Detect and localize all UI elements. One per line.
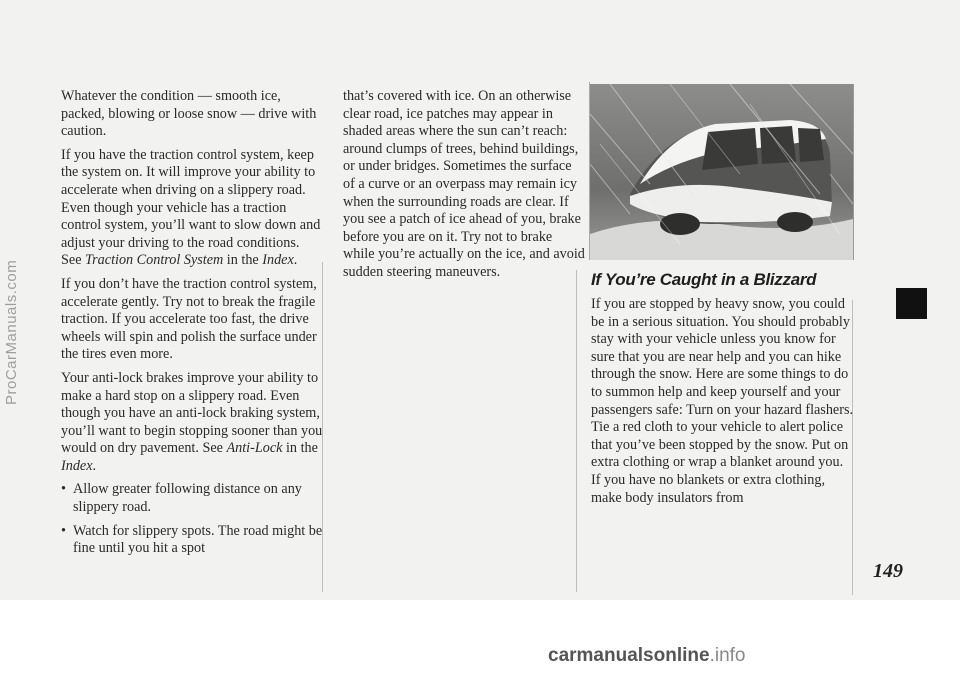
bullet-item: • Watch for slippery spots. The road might be fine until you hit a spot	[61, 522, 323, 557]
index-reference: Index	[262, 252, 294, 269]
section-tab-marker	[896, 288, 927, 319]
text-column-left	[61, 88, 323, 564]
blizzard-van-illustration	[590, 84, 854, 260]
footer-site-link[interactable]: carmanualsonline.info	[548, 645, 746, 666]
text-column-right	[591, 296, 853, 513]
section-heading: If You’re Caught in a Blizzard	[591, 270, 817, 289]
cross-reference: Traction Control System	[85, 252, 224, 269]
paragraph: Your anti-lock brakes improve your ability to make a hard stop on a slippery road. Even though you have an anti-lock braking system, you’ll want to begin stopping sooner than you would on dry pavement. See Anti-Lock in the Index.	[61, 369, 323, 474]
paragraph: Whatever the condition — smooth ice, packed, blowing or loose snow — drive with caution.	[61, 88, 317, 140]
bullet-item: • Allow greater following distance on any slippery road.	[61, 481, 302, 516]
paragraph: If you are stopped by heavy snow, you could be in a serious situation. You should probably stay with your vehicle unless you know for sure that you are near help and you can hike through the snow. Here are some things to do to summon help and keep yourself and your passengers safe: Turn on your hazard flashers. Tie a red cloth to your vehicle to alert police that you’ve been stopped by the snow. Put on extra clothing or wrap a blanket around you. If you have no blankets or extra clothing, make body insulators from	[591, 296, 854, 506]
watermark-text: ProCarManuals.com	[3, 259, 20, 405]
page-number: 149	[873, 560, 903, 582]
text-column-middle	[343, 88, 585, 288]
paragraph: that’s covered with ice. On an otherwise clear road, ice patches may appear in shaded areas where the sun can’t reach: around clumps of trees, behind buildings, or under bridges. Sometimes the surface of a curve or an overpass may remain icy when the surrounding roads are clear. If you see a patch of ice ahead of you, brake before you are on it. Try not to brake while you’re actually on the ice, and avoid sudden steering maneuvers.	[343, 88, 585, 280]
paragraph: If you don’t have the traction control system, accelerate gently. Try not to break the fragile traction. If you accelerate too fast, the drive wheels will spin and polish the surface under the tires even more.	[61, 275, 317, 363]
index-reference: Index	[61, 457, 93, 474]
column-rule	[576, 270, 577, 592]
cross-reference: Anti-Lock	[226, 440, 283, 457]
paragraph: If you have the traction control system, keep the system on. It will improve your ability to accelerate when driving on a slippery road. Even though your vehicle has a traction control system, you’ll want to slow down and adjust your driving to the road conditions. See Traction Control System in the Index.	[61, 146, 321, 269]
snow-covered-van-icon	[590, 84, 853, 260]
